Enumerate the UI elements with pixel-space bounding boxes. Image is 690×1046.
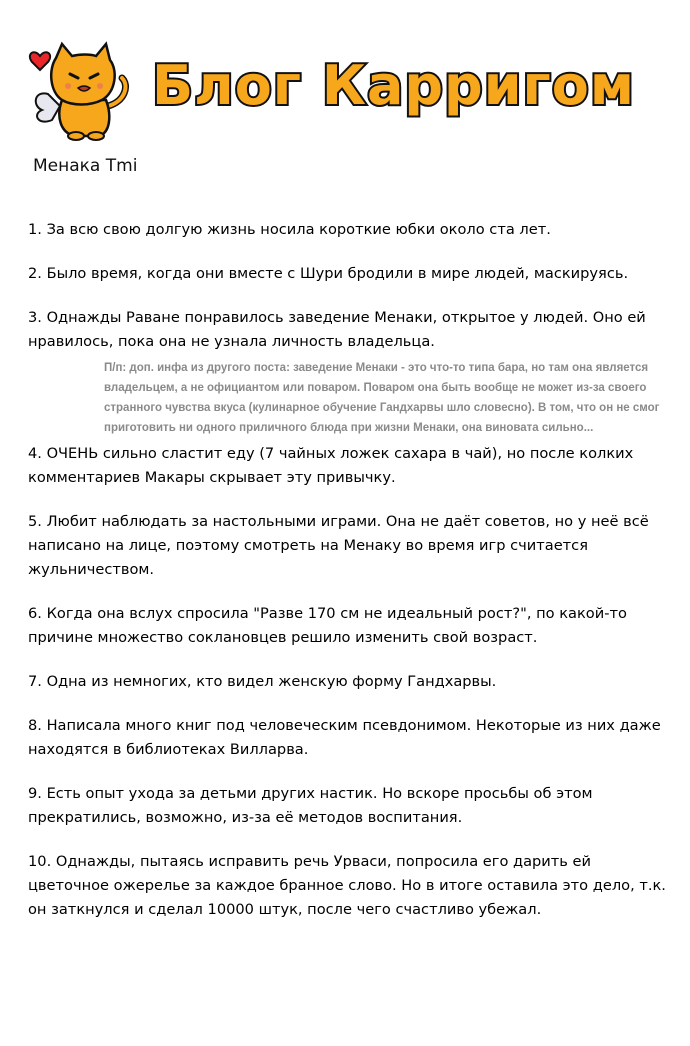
fact-item: 1. За всю свою долгую жизнь носила короткие юбки около ста лет. bbox=[28, 221, 551, 238]
translator-note: П/п: доп. инфа из другого поста: заведение Менаки - это что-то типа бара, но там она является владельцем, а не официантом или поваром. Поваром она быть вообще не может из-за своего странного чувства вкуса (кулинарное обучение Гандхарвы шло словесно). В том, что он не смог приготовить ни одного приличного блюда при жизни Менаки, она виновата сильно... bbox=[104, 362, 660, 434]
blog-header bbox=[26, 36, 666, 146]
fact-item: 8. Написала много книг под человеческим псевдонимом. Некоторые из них даже находятся в библиотеках Вилларва. bbox=[28, 717, 661, 758]
facts-list bbox=[28, 218, 668, 922]
fact-item: 5. Любит наблюдать за настольными играми. Она не даёт советов, но у неё всё написано на лице, поэтому смотреть на Менаку во время игр считается жульничеством. bbox=[28, 513, 649, 578]
fact-item: 10. Однажды, пытаясь исправить речь Урваси, попросила его дарить ей цветочное ожерелье за каждое бранное слово. Но в итоге оставила это дело, т.к. он заткнулся и сделал 10000 штук, после чего счастливо убежал. bbox=[28, 853, 666, 918]
fact-item: 6. Когда она вслух спросила "Разве 170 см не идеальный рост?", по какой-то причине множество сокланoвцев решило изменить свой возраст. bbox=[28, 605, 627, 646]
heart-icon bbox=[30, 52, 50, 70]
fact-item: 9. Есть опыт ухода за детьми других настик. Но вскоре просьбы об этом прекратились, возможно, из-за её методов воспитания. bbox=[28, 785, 593, 826]
fact-item: 2. Было время, когда они вместе с Шури бродили в мире людей, маскируясь. bbox=[28, 265, 629, 282]
fact-item: 4. ОЧЕНЬ сильно сластит еду (7 чайных ложек сахара в чай), но после колких комментариев Макары скрывает эту привычку. bbox=[28, 445, 634, 486]
fact-item: 3. Однажды Раване понравилось заведение Менаки, открытое у людей. Оно ей нравилось, пока она не узнала личность владельца. bbox=[28, 309, 646, 350]
fact-item: 7. Одна из немногих, кто видел женскую форму Гандхарвы. bbox=[28, 673, 497, 690]
post-title: Менака Tmi bbox=[33, 156, 138, 176]
blog-title: Блог Карригом bbox=[152, 54, 635, 117]
winged-cat-mascot-icon bbox=[26, 36, 138, 144]
